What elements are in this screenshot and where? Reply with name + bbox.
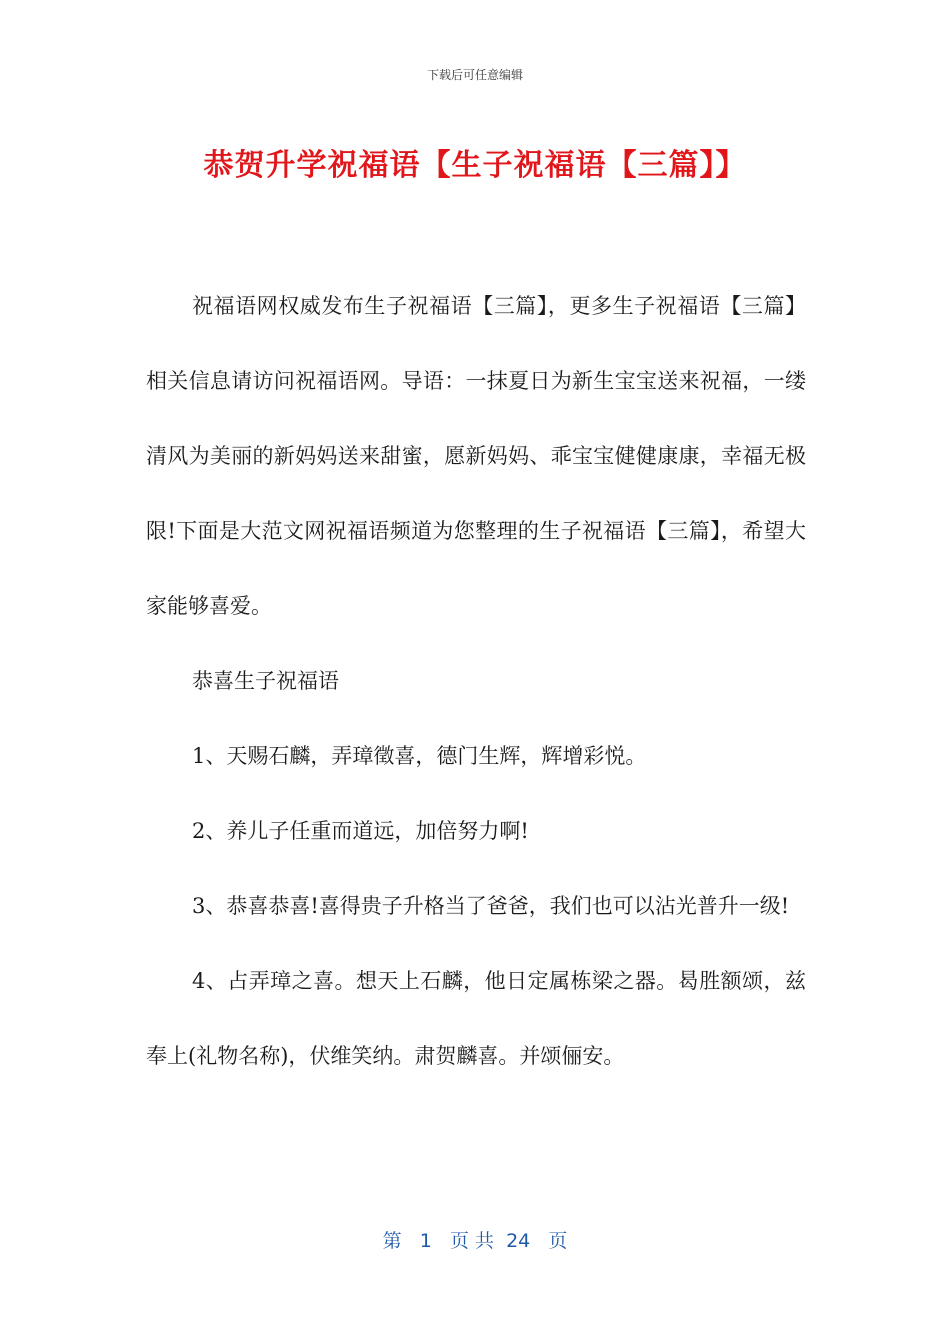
footer-label-end: 页 [548, 1230, 568, 1252]
header-note: 下载后可任意编辑 [426, 68, 523, 82]
footer-current-page: 1 [419, 1230, 432, 1252]
paragraph-item-4: 4、占弄璋之喜。想天上石麟，他日定属栋梁之器。曷胜额颂，兹奉上(礼物名称)，伏维笑纳。肃贺麟喜。并颂俪安。 [146, 969, 806, 1068]
footer-label-total: 页 共 [449, 1230, 494, 1252]
paragraph-item-3: 3、恭喜恭喜!喜得贵子升格当了爸爸，我们也可以沾光普升一级! [192, 894, 790, 918]
page-footer [0, 1226, 950, 1253]
document-body [146, 269, 806, 1094]
document-title: 恭贺升学祝福语【生子祝福语【三篇】】 [203, 148, 747, 183]
footer-label-page: 第 [382, 1230, 402, 1252]
paragraph-item-2: 2、养儿子任重而道远，加倍努力啊! [192, 819, 529, 843]
paragraph-intro: 祝福语网权威发布生子祝福语【三篇】，更多生子祝福语【三篇】相关信息请访问祝福语网。导语：一抹夏日为新生宝宝送来祝福，一缕清风为美丽的新妈妈送来甜蜜，愿新妈妈、乖宝宝健健康康，幸福无极限!下面是大范文网祝福语频道为您整理的生子祝福语【三篇】，希望大家能够喜爱。 [146, 294, 806, 618]
paragraph-item-1: 1、天赐石麟，弄璋徵喜，德门生辉，辉增彩悦。 [192, 744, 647, 768]
paragraph-section-heading: 恭喜生子祝福语 [192, 669, 339, 693]
footer-total-pages: 24 [506, 1230, 531, 1252]
